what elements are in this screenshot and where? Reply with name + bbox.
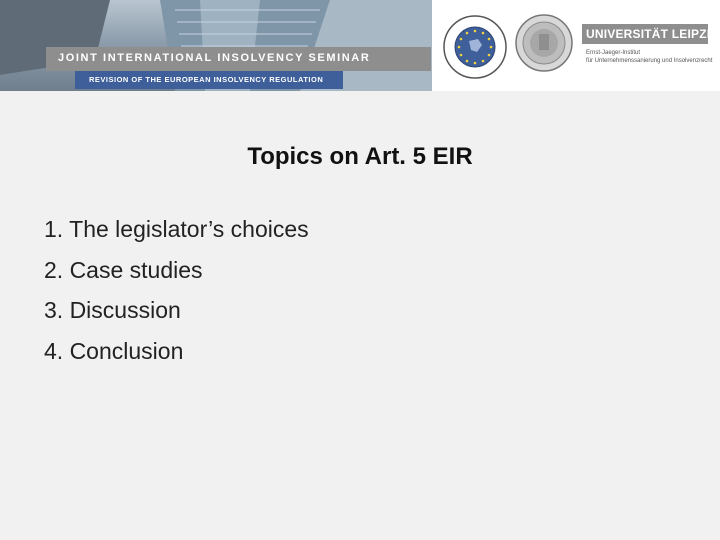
institute-line-1: Ernst-Jaeger-Institut — [586, 50, 641, 56]
university-name: UNIVERSITÄT LEIPZIG — [586, 27, 720, 41]
seminar-subtitle: REVISION OF THE EUROPEAN INSOLVENCY REGULATION — [89, 75, 324, 84]
header-banner-image — [0, 0, 432, 91]
university-seal — [515, 14, 573, 72]
institute-name — [586, 49, 712, 65]
university-name-bar — [582, 24, 720, 44]
topic-item: 2. Case studies — [44, 256, 203, 283]
topic-item: 3. Discussion — [44, 297, 181, 323]
header — [0, 0, 720, 91]
topic-item: 1. The legislator’s choices — [44, 216, 309, 242]
insol-europe-logo — [442, 14, 508, 80]
institute-line-2: für Unternehmenssanierung und Insolvenzrecht — [586, 58, 713, 64]
seminar-subtitle-bar — [75, 71, 343, 89]
slide-title: Topics on Art. 5 EIR — [247, 143, 473, 170]
seminar-title-bar — [46, 47, 431, 71]
topic-item: 4. Conclusion — [44, 337, 184, 364]
topic-list — [44, 214, 309, 376]
seminar-title: JOINT INTERNATIONAL INSOLVENCY SEMINAR — [58, 52, 371, 64]
